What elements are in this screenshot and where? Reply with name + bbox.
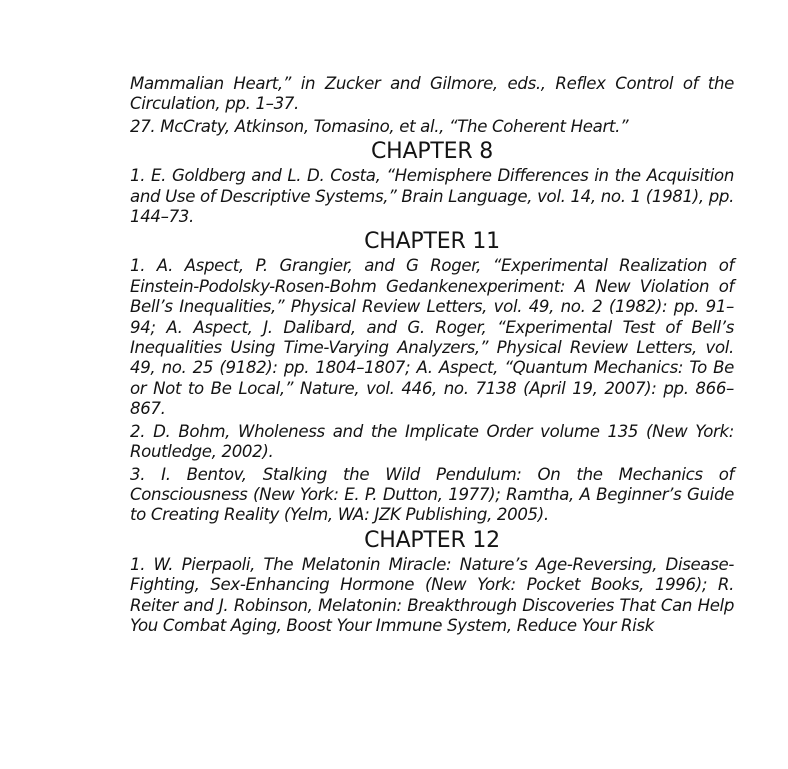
- chapter-12-section: [130, 528, 734, 637]
- note-item: 1. E. Goldberg and L. D. Costa, “Hemisphere Differences in the Acquisition and Use of Descriptive Systems,” Brain Language, vol. 14, no. 1 (1981), pp. 144–73.: [130, 166, 734, 227]
- note-item: 1. W. Pierpaoli, The Melatonin Miracle: Nature’s Age-Reversing, Disease-Fighting, Sex-Enhancing Hormone (New York: Pocket Books, 1996); R. Reiter and J. Robinson, Melatonin: Breakthrough Discoveries That Can Help You Combat Aging, Boost Your Immune System, Reduce Your Risk: [130, 554, 734, 635]
- chapter-heading: CHAPTER 8: [370, 139, 494, 165]
- chapter-heading: CHAPTER 12: [364, 527, 500, 553]
- chapter-heading: CHAPTER 11: [364, 229, 500, 255]
- note-item: 3. I. Bentov, Stalking the Wild Pendulum: On the Mechanics of Consciousness (New York: E. P. Dutton, 1977); Ramtha, A Beginner’s Guide to Creating Reality (Yelm, WA: JZK Publishing, 2005).: [130, 464, 734, 525]
- chapter-8-section: [130, 139, 734, 227]
- note-continuation: Mammalian Heart,” in Zucker and Gilmore, eds., Reflex Control of the Circulation, pp. 1–37.: [130, 74, 734, 114]
- note-27: 27. McCraty, Atkinson, Tomasino, et al., “The Coherent Heart.”: [130, 116, 629, 136]
- notes-page: [130, 74, 734, 638]
- continued-notes: [130, 74, 734, 137]
- note-item: 2. D. Bohm, Wholeness and the Implicate Order volume 135 (New York: Routledge, 2002).: [130, 421, 734, 462]
- chapter-11-section: [130, 229, 734, 525]
- note-item: 1. A. Aspect, P. Grangier, and G Roger, “Experimental Realization of Einstein-Podolsky-Rosen-Bohm Gedankenexperiment: A New Violation of Bell’s Inequalities,” Physical Review Letters, vol. 49, no. 2 (1982): pp. 91–94; A. Aspect, J. Dalibard, and G. Roger, “Experimental Test of Bell’s Inequalities Using Time-Varying Analyzers,” Physical Review Letters, vol. 49, no. 25 (9182): pp. 1804–1807; A. Aspect, “Quantum Mechanics: To Be or Not to Be Local,” Nature, vol. 446, no. 7138 (April 19, 2007): pp. 866–867.: [130, 256, 734, 419]
